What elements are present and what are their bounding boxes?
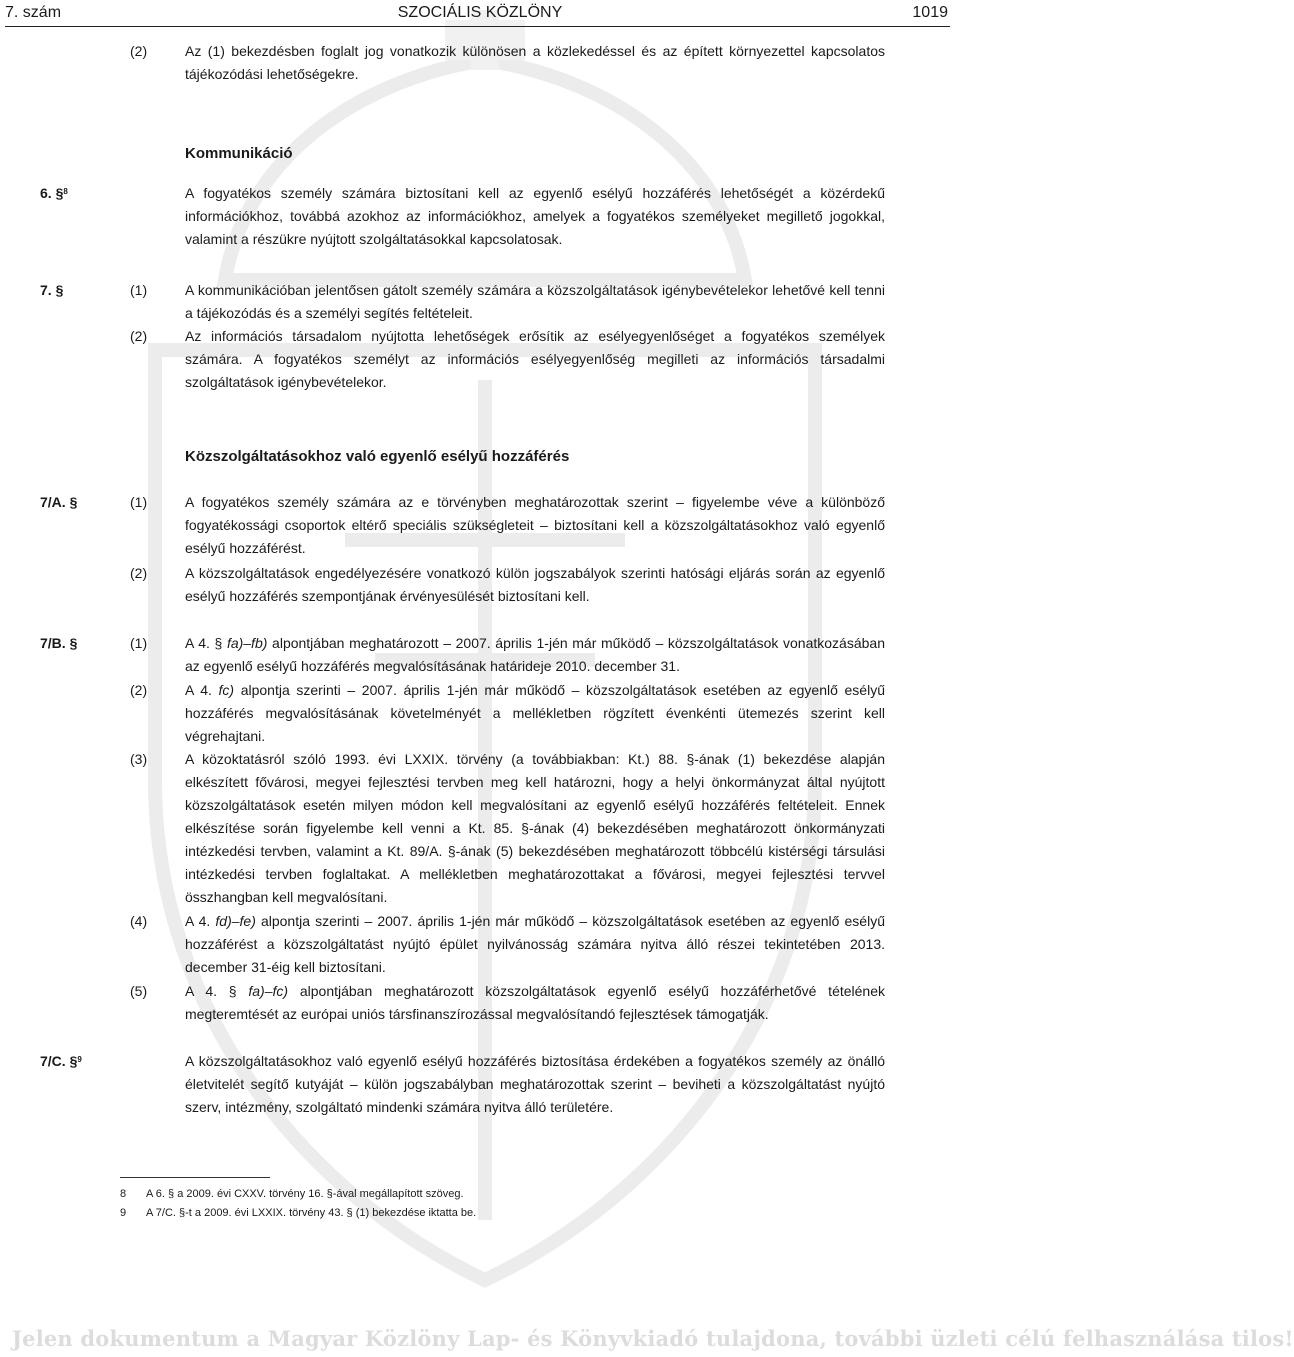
section-number: 7/B. § [40, 635, 78, 651]
page-number: 1019 [912, 4, 948, 21]
footnote-ref: 9 [77, 1055, 82, 1064]
section-number: 6. §$^8$ [40, 185, 68, 201]
footnote: 8 A 6. § a 2009. évi CXXV. törvény 16. §-ával megállapított szöveg. [120, 1188, 464, 1200]
section-number: 7/A. § [40, 494, 78, 510]
paragraph-label: (1) [130, 635, 148, 651]
paragraph-text: A 4. fd)–fe) alpontja szerinti – 2007. április 1-jén már működő – közszolgáltatások esetében az egyenlő esélyű hozzáférést a közszolgáltatást nyújtó épület nyilvánosság számára nyitva álló részei tekintetében 2013. december 31-éig kell biztosítani. [185, 913, 885, 975]
paragraph-text: A fogyatékos személy számára biztosítani kell az egyenlő esélyű hozzáférés lehetőségét a közérdekű információkhoz, továbbá azokhoz az információkhoz, amelyek a fogyatékos személyeket megillető jogokkal, valamint a részükre nyújtott szolgáltatásokkal kapcsolatosak. [185, 185, 885, 247]
section-number: 7/C. §$^9$ [40, 1053, 82, 1069]
section-heading-kommunikacio: Kommunikáció [185, 145, 293, 162]
paragraph-text: A közszolgáltatások engedélyezésére vonatkozó külön jogszabályok szerinti hatósági eljárás során az egyenlő esélyű hozzáférés szempontjának érvényesülését biztosítani kell. [185, 565, 885, 604]
paragraph-label: (2) [130, 328, 148, 344]
copyright-watermark: Jelen dokumentum a Magyar Közlöny Lap- és Könyvkiadó tulajdona, további üzleti célú felhasználása tilos! [12, 1326, 1294, 1351]
paragraph-text: A kommunikációban jelentősen gátolt személy számára a közszolgáltatások igénybevételekor lehetővé kell tenni a tájékozódás és a személyi segítés feltételeit. [185, 282, 885, 321]
paragraph-text: Az információs társadalom nyújtotta lehetőségek erősítik az esélyegyenlőséget a fogyatékos személyek számára. A fogyatékos személyt az információs esélyegyenlőség megilleti az információs társadalmi szolgáltatások igénybevételekor. [185, 328, 885, 390]
header-rule [5, 26, 950, 27]
section-number: 7. § [40, 282, 64, 298]
footnote: 9 A 7/C. §-t a 2009. évi LXXIX. törvény 43. § (1) bekezdése iktatta be. [120, 1207, 477, 1219]
paragraph-label: (1) [130, 282, 148, 298]
section-heading-kozszolgaltatasok: Közszolgáltatásokhoz való egyenlő esélyű hozzáférés [185, 448, 570, 465]
paragraph-label: (4) [130, 913, 148, 929]
footnote-rule [120, 1177, 270, 1178]
paragraph-text: Az (1) bekezdésben foglalt jog vonatkozik különösen a közlekedéssel és az épített környezettel kapcsolatos tájékozódási lehetőségekre. [185, 43, 885, 82]
journal-title: SZOCIÁLIS KÖZLÖNY [397, 4, 563, 21]
paragraph-label: (5) [130, 983, 148, 999]
paragraph-text: A 4. § fa)–fc) alpontjában meghatározott közszolgáltatások egyenlő esélyű hozzáférhetővé tételének megteremtését az európai uniós társfinanszírozással megvalósítandó fejlesztések támogatják. [185, 983, 885, 1022]
paragraph-label: (2) [130, 43, 148, 59]
paragraph-label: (2) [130, 682, 148, 698]
paragraph-text: A közszolgáltatásokhoz való egyenlő esélyű hozzáférés biztosítása érdekében a fogyatékos személy az önálló életvitelét segítő kutyáját – külön jogszabályban meghatározottak szerint – beviheti a közszolgáltatást nyújtó szerv, intézmény, szolgáltató mindenki számára nyitva álló területére. [185, 1053, 885, 1115]
paragraph-label: (1) [130, 494, 148, 510]
issue-number: 7. szám [5, 4, 62, 21]
paragraph-text: A 4. § fa)–fb) alpontjában meghatározott – 2007. április 1-jén már működő – közszolgáltatások vonatkozásában az egyenlő esélyű hozzáférés megvalósításának határideje 2010. december 31. [185, 635, 885, 674]
paragraph-label: (3) [130, 751, 148, 767]
paragraph-text: A közoktatásról szóló 1993. évi LXXIX. törvény (a továbbiakban: Kt.) 88. §-ának (1) bekezdése alapján elkészített fővárosi, megyei fejlesztési tervben meg kell határozni, hogy a helyi önkormányzat által nyújtott közszolgáltatások esetén milyen módon kell megvalósítani az egyenlő esélyű hozzáférés feltételeit. Ennek elkészítése során figyelembe kell venni a Kt. 85. §-ának (4) bekezdésében meghatározott önkormányzati intézkedési tervben, valamint a Kt. 89/A. §-ának (5) bekezdésében meghatározott többcélú kistérségi társulási intézkedési tervben foglaltakat. A mellékletben meghatározottakat a fővárosi, megyei fejlesztési tervvel összhangban kell megvalósítani. [185, 751, 885, 905]
paragraph-label: (2) [130, 565, 148, 581]
footnote-ref: 8 [63, 187, 68, 196]
paragraph-text: A fogyatékos személy számára az e törvényben meghatározottak szerint – figyelembe véve a különböző fogyatékossági csoportok eltérő speciális szükségleteit – biztosítani kell a közszolgáltatásokhoz való egyenlő esélyű hozzáférést. [185, 494, 885, 556]
paragraph-text: A 4. fc) alpontja szerinti – 2007. április 1-jén már működő – közszolgáltatások esetében az egyenlő esélyű hozzáférés megvalósításának követelményét a mellékletben rögzített évenkénti ütemezés szerint kell végrehajtani. [185, 682, 885, 744]
